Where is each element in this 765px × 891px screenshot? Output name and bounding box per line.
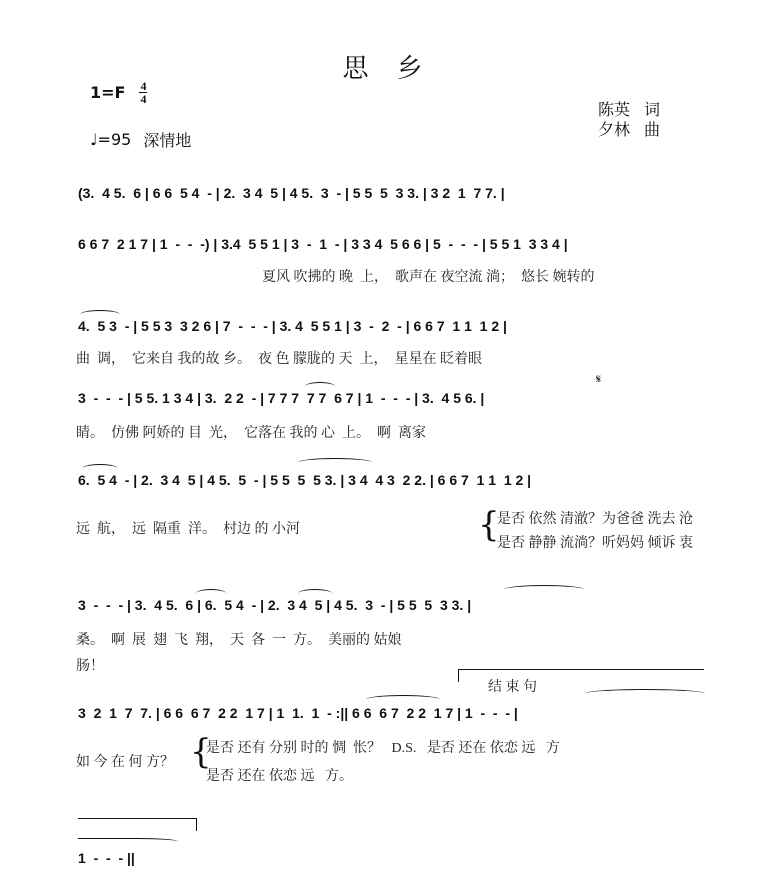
slur	[504, 585, 584, 594]
tempo-marking	[90, 128, 191, 151]
coda-label: 结 束 句	[488, 680, 537, 695]
lyrics: 远 航， 远 隔重 洋。 村边 的 小河	[76, 522, 300, 537]
tempo-value: ♩=95	[90, 130, 132, 149]
notation: (3. 4 5. 6 | 6 6 5 4 - | 2. 3 4 5 | 4 5. 3 - | 5 5 5 3 3. | 3 2 1 7 7. |	[78, 185, 505, 201]
notation: 6. 5 4 - | 2. 3 4 5 | 4 5. 5 - | 5 5 5 5 3. | 3 4 4 3 2 2. | 6 6 7 1 1 1 2 |	[78, 472, 532, 488]
slur	[585, 689, 705, 698]
lyrics: 睛。 仿佛 阿娇的 目 光， 它落在 我的 心 上。 啊 离家	[76, 426, 426, 441]
credits	[598, 100, 660, 140]
notation: 6 6 7 2 1 7 | 1 - - -) | 3.4 5 5 1 | 3 - 1 - | 3 3 4 5 6 6 | 5 - - - | 5 5 1 3 3 4 |	[78, 236, 568, 252]
lyrics-verse-1: 是否 还有 分别 时的 惆 怅？ D.S. 是否 还在 依恋 远 方	[206, 741, 560, 756]
notation: 3 - - - | 3. 4 5. 6 | 6. 5 4 - | 2. 3 4 5 | 4 5. 3 - | 5 5 5 3 3. |	[78, 597, 472, 613]
notation: 3 - - - | 5 5. 1 3 4 | 3. 2 2 - | 7 7 7 7 7 6 7 | 1 - - - | 3. 4 5 6. |	[78, 390, 485, 406]
composer-name: 夕林	[598, 120, 631, 139]
composer-role: 曲	[644, 120, 661, 139]
notation: 1 - - - ||	[78, 850, 135, 866]
lyrics: 曲 调， 它来自 我的故 乡。 夜 色 朦胧的 天 上， 星星在 眨着眼	[76, 352, 482, 367]
lyrics-verse-2: 肠！	[76, 659, 104, 674]
lyrics-verse-2: 是否 还在 依恋 远 方。	[206, 769, 353, 784]
lyrics: 桑。 啊 展 翅 飞 翔， 天 各 一 方。 美丽的 姑娘	[76, 633, 402, 648]
lyrics: 如 今 在 何 方？	[76, 755, 174, 770]
time-sig-bottom: 4	[140, 92, 147, 106]
segno-mark: 𝄋	[596, 372, 602, 386]
lyric-brace: {	[478, 505, 500, 545]
lyrics-verse-1: 是否 依然 清澈？为爸爸 洗去 沧	[497, 512, 693, 527]
lyricist-name: 陈英	[598, 100, 631, 119]
song-title: 思乡	[342, 54, 451, 84]
lyric-brace: {	[190, 732, 212, 772]
lyrics: 夏风 吹拂的 晚 上， 歌声在 夜空流 淌； 悠长 婉转的	[262, 270, 595, 285]
slur	[78, 838, 178, 847]
coda-bracket-end	[78, 818, 197, 831]
key-label: 1=F	[90, 83, 126, 102]
slur	[298, 458, 372, 467]
time-signature	[139, 80, 147, 105]
slur	[366, 695, 440, 704]
notation: 3 2 1 7 7. | 6 6 6 7 2 2 1 7 | 1 1. 1 - :|| 6 6 6 7 2 2 1 7 | 1 - - - |	[78, 705, 518, 721]
composer-line	[598, 120, 660, 140]
time-sig-top: 4	[140, 79, 147, 93]
notation: 4. 5 3 - | 5 5 3 3 2 6 | 7 - - - | 3. 4 5 5 1 | 3 - 2 - | 6 6 7 1 1 1 2 |	[78, 318, 507, 334]
key-signature	[90, 80, 147, 105]
lyricist-role: 词	[644, 100, 661, 119]
expression-text: 深情地	[143, 131, 192, 150]
lyricist-line	[598, 100, 660, 120]
lyrics-verse-2: 是否 静静 流淌？听妈妈 倾诉 衷	[497, 536, 693, 551]
